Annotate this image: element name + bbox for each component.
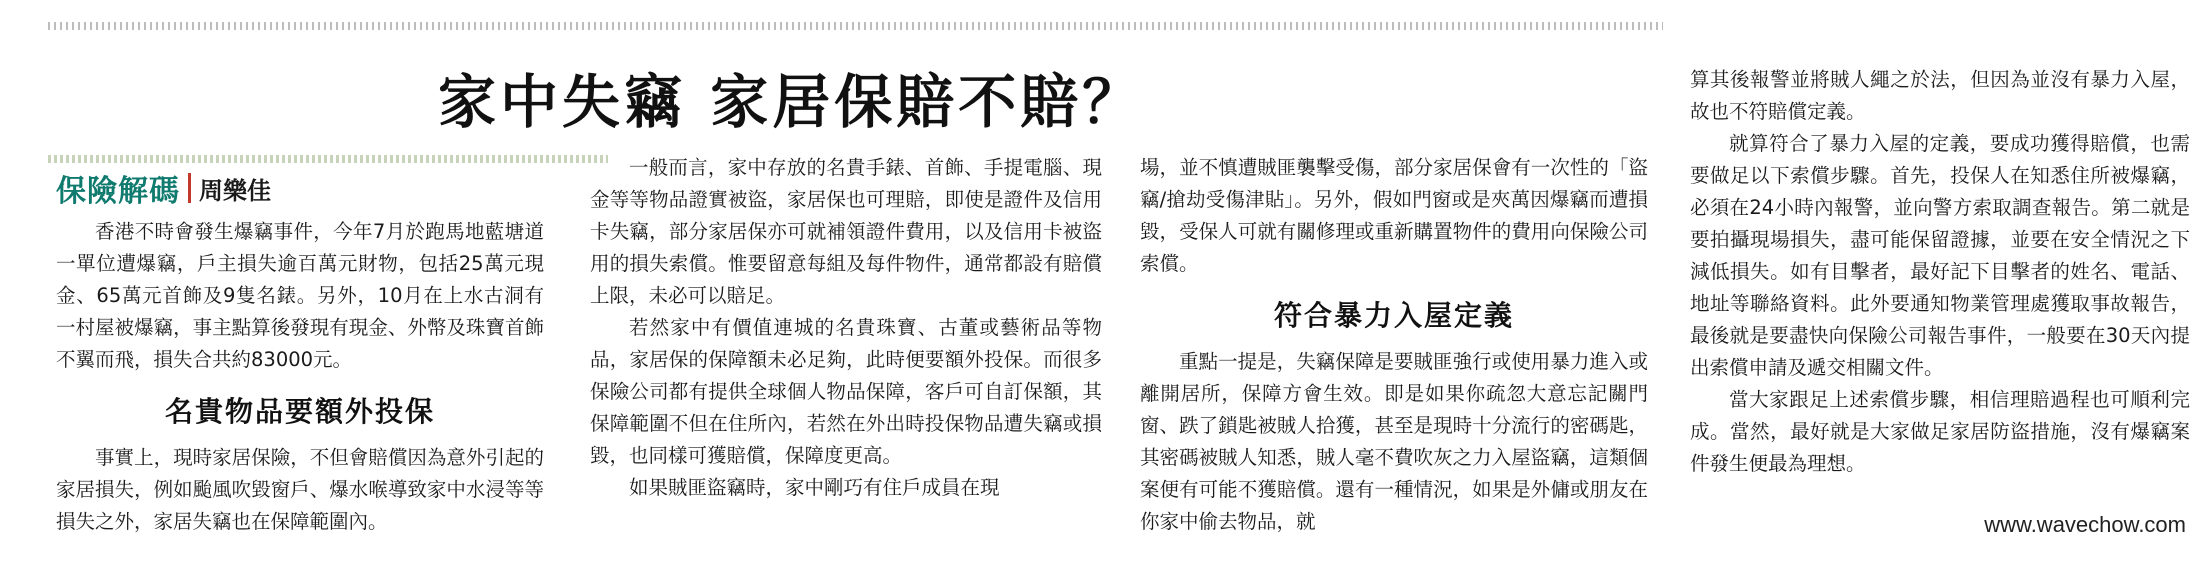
paragraph: 事實上，現時家居保險，不但會賠償因為意外引起的家居損失，例如颱風吹毀窗戶、爆水喉導致家中水浸等等損失之外，家居失竊也在保障範圍內。 <box>56 446 544 533</box>
author-name: 周樂佳 <box>199 176 271 205</box>
column-label-rule <box>48 155 608 163</box>
column-name: 保險解碼 <box>56 174 180 209</box>
byline-divider <box>188 173 191 203</box>
top-dotted-rule <box>48 22 1663 30</box>
paragraph: 一般而言，家中存放的名貴手錶、首飾、手提電腦、現金等等物品證實被盜，家居保也可理賠，即使是證件及信用卡失竊，部分家居保亦可就補領證件費用，以及信用卡被盜用的損失索償。惟要留意每組及每件物件，通常都設有賠償上限，未必可以賠足。 <box>590 156 1102 307</box>
paragraph: 場，並不慎遭賊匪襲擊受傷，部分家居保會有一次性的「盜竊/搶劫受傷津貼」。另外，假如門窗或是夾萬因爆竊而遭損毀，受保人可就有關修理或重新購置物件的費用向保險公司索償。 <box>1140 156 1648 275</box>
website-url: www.wavechow.com <box>1984 512 2186 537</box>
paragraph: 香港不時會發生爆竊事件，今年7月於跑馬地藍塘道一單位遭爆竊，戶主損失逾百萬元財物，包括25萬元現金、65萬元首飾及9隻名錶。另外，10月在上水古洞有一村屋被爆竊，事主點算後發現有現金、外幣及珠寶首飾不翼而飛，損失合共約83000元。 <box>56 220 544 371</box>
article-column-2 <box>590 152 1102 504</box>
subheading: 符合暴力入屋定義 <box>1273 299 1514 332</box>
article-column-3 <box>1140 152 1648 538</box>
paragraph: 若然家中有價值連城的名貴珠寶、古董或藝術品等物品，家居保的保障額未必足夠，此時便要額外投保。而很多保險公司都有提供全球個人物品保障，客戶可自訂保額，其保障範圍不但在住所內，若然在外出時投保物品遭失竊或損毀，也同樣可獲賠償，保障度更高。 <box>590 316 1102 467</box>
article-title: 家中失竊 家居保賠不賠？ <box>438 68 1145 136</box>
paragraph: 當大家跟足上述索償步驟，相信理賠過程也可順利完成。當然，最好就是大家做足家居防盜措施，沒有爆竊案件發生便最為理想。 <box>1690 388 2190 475</box>
paragraph: 重點一提是，失竊保障是要賊匪強行或使用暴力進入或離開居所，保障方會生效。即是如果你疏忽大意忘記關門窗、跌了鎖匙被賊人拾獲，甚至是現時十分流行的密碼匙，其密碼被賊人知悉，賊人毫不費吹灰之力入屋盜竊，這類個案便有可能不獲賠償。還有一種情況，如果是外傭或朋友在你家中偷去物品，就 <box>1140 350 1648 533</box>
article-column-1 <box>56 216 544 538</box>
subheading: 名貴物品要額外投保 <box>164 395 435 428</box>
column-byline <box>56 170 271 209</box>
article-column-4 <box>1690 64 2190 480</box>
paragraph: 如果賊匪盜竊時，家中剛巧有住戶成員在現 <box>629 476 1000 499</box>
paragraph: 就算符合了暴力入屋的定義，要成功獲得賠償，也需要做足以下索償步驟。首先，投保人在知悉住所被爆竊，必須在24小時內報警，並向警方索取調查報告。第二就是要拍攝現場損失，盡可能保留證據，並要在安全情況之下減低損失。如有目擊者，最好記下目擊者的姓名、電話、地址等聯絡資料。此外要通知物業管理處獲取事故報告，最後就是要盡快向保險公司報告事件，一般要在30天內提出索償申請及遞交相關文件。 <box>1690 132 2190 379</box>
paragraph: 算其後報警並將賊人繩之於法，但因為並沒有暴力入屋，故也不符賠償定義。 <box>1690 68 2190 123</box>
